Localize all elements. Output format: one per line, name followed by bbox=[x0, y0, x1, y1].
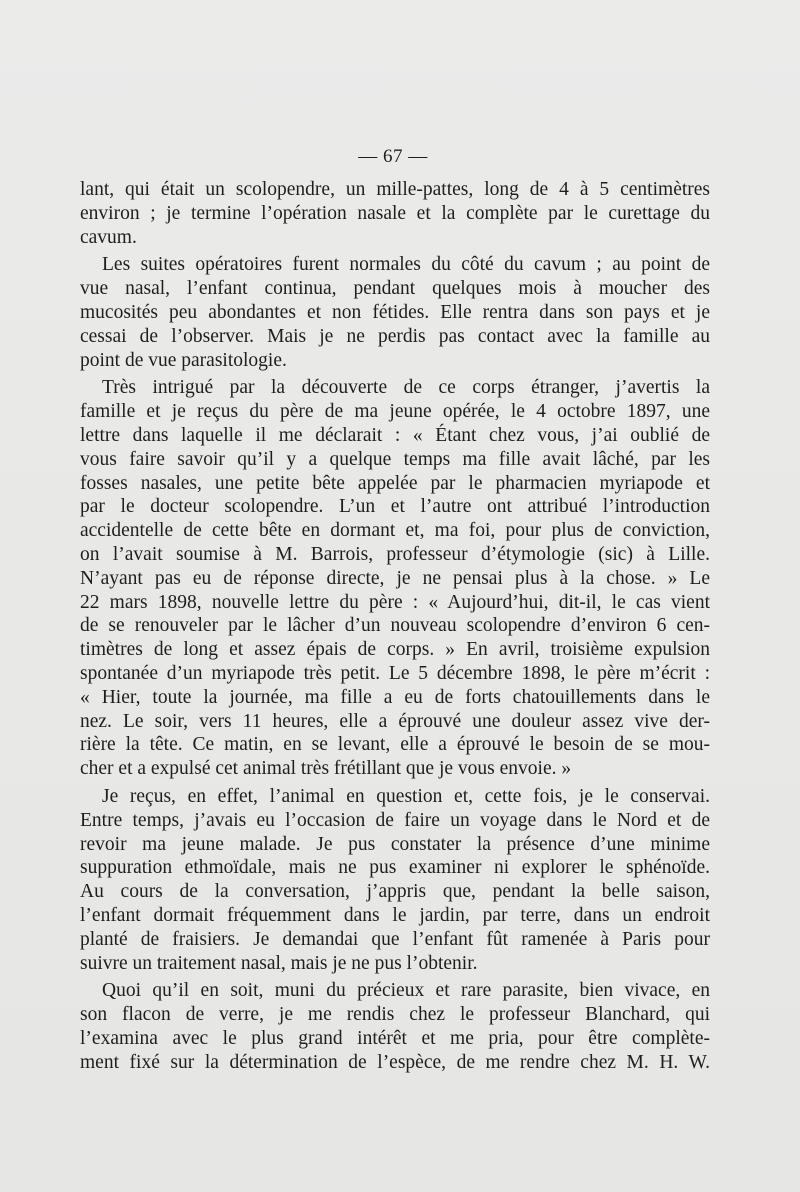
text-line: Les suites opératoires furent normales du côté du cavum ; au point de bbox=[102, 254, 710, 276]
text-line: on l’avait soumise à M. Barrois, professeur d’étymologie (sic) à Lille. bbox=[80, 543, 710, 565]
text-line: nez. Le soir, vers 11 heures, elle a éprouvé une douleur assez vive der- bbox=[80, 710, 710, 732]
text-line: 22 mars 1898, nouvelle lettre du père : « Aujourd’hui, dit-il, le cas vient bbox=[80, 591, 710, 613]
text-line: point de vue parasitologie. bbox=[80, 349, 287, 371]
text-line: timètres de long et assez épais de corps. » En avril, troisième expulsion bbox=[80, 639, 710, 661]
text-line: son flacon de verre, je me rendis chez le professeur Blanchard, qui bbox=[80, 1004, 710, 1026]
text-line: Très intrigué par la découverte de ce corps étranger, j’avertis la bbox=[102, 377, 710, 399]
text-line: Entre temps, j’avais eu l’occasion de faire un voyage dans le Nord et de bbox=[80, 809, 710, 831]
text-line: lant, qui était un scolopendre, un mille-pattes, long de 4 à 5 centimètres bbox=[80, 179, 710, 200]
text-line: l’enfant dormait fréquemment dans le jardin, par terre, dans un endroit bbox=[80, 904, 710, 926]
text-line: Quoi qu’il en soit, muni du précieux et rare parasite, bien vivace, en bbox=[102, 980, 710, 1002]
text-line: accidentelle de cette bête en dormant et, ma foi, pour plus de conviction, bbox=[80, 520, 710, 542]
text-line: rière la tête. Ce matin, en se levant, elle a éprouvé le besoin de se mou- bbox=[80, 734, 710, 756]
text-line: environ ; je termine l’opération nasale et la complète par le curettage du bbox=[80, 202, 710, 224]
text-line: cher et a expulsé cet animal très frétillant que je vous envoie. » bbox=[80, 758, 572, 780]
text-line: de se renouveler par le lâcher d’un nouveau scolopendre d’environ 6 cen- bbox=[80, 615, 710, 637]
text-line: « Hier, toute la journée, ma fille a eu de forts chatouillements dans le bbox=[80, 686, 710, 708]
text-line: suppuration ethmoïdale, mais ne pus examiner ni explorer le sphénoïde. bbox=[80, 857, 710, 879]
text-line: planté de fraisiers. Je demandai que l’enfant fût ramenée à Paris pour bbox=[80, 928, 710, 950]
paragraph-5 bbox=[80, 979, 710, 1074]
page-number: — 67 — bbox=[358, 146, 428, 167]
text-line: spontanée d’un myriapode très petit. Le 5 décembre 1898, le père m’écrit : bbox=[80, 662, 710, 684]
text-line: vous faire savoir qu’il y a quelque temps ma fille avait lâché, par les bbox=[80, 448, 710, 470]
text-line: par le docteur scolopendre. L’un et l’autre ont attribué l’introduction bbox=[80, 496, 710, 518]
paragraph-3 bbox=[80, 376, 710, 781]
body-text bbox=[80, 178, 710, 1074]
paragraph-2 bbox=[80, 253, 710, 372]
text-line: l’examina avec le plus grand intérêt et me pria, pour être complète- bbox=[80, 1027, 710, 1049]
text-line: suivre un traitement nasal, mais je ne pus l’obtenir. bbox=[80, 952, 478, 974]
text-line: cessai de l’observer. Mais je ne perdis pas contact avec la famille au bbox=[80, 325, 710, 347]
text-line: Au cours de la conversation, j’appris que, pendant la belle saison, bbox=[80, 881, 710, 903]
paragraph-1 bbox=[80, 178, 710, 249]
paragraph-4 bbox=[80, 785, 710, 975]
text-line: mucosités peu abondantes et non fétides. Elle rentra dans son pays et je bbox=[80, 301, 710, 323]
text-line: ment fixé sur la détermination de l’espèce, de me rendre chez M. H. W. bbox=[80, 1051, 710, 1073]
text-line: fosses nasales, une petite bête appelée par le pharmacien myriapode et bbox=[80, 472, 710, 494]
text-line: lettre dans laquelle il me déclarait : « Étant chez vous, j’ai oublié de bbox=[80, 424, 710, 446]
text-line: famille et je reçus du père de ma jeune opérée, le 4 octobre 1897, une bbox=[80, 401, 710, 423]
text-line: cavum. bbox=[80, 226, 137, 248]
text-line: revoir ma jeune malade. Je pus constater la présence d’une minime bbox=[80, 833, 710, 855]
text-line: vue nasal, l’enfant continua, pendant quelques mois à moucher des bbox=[80, 278, 710, 300]
text-line: Je reçus, en effet, l’animal en question et, cette fois, je le conservai. bbox=[102, 785, 710, 807]
text-line: N’ayant pas eu de réponse directe, je ne pensai plus à la chose. » Le bbox=[80, 567, 710, 589]
